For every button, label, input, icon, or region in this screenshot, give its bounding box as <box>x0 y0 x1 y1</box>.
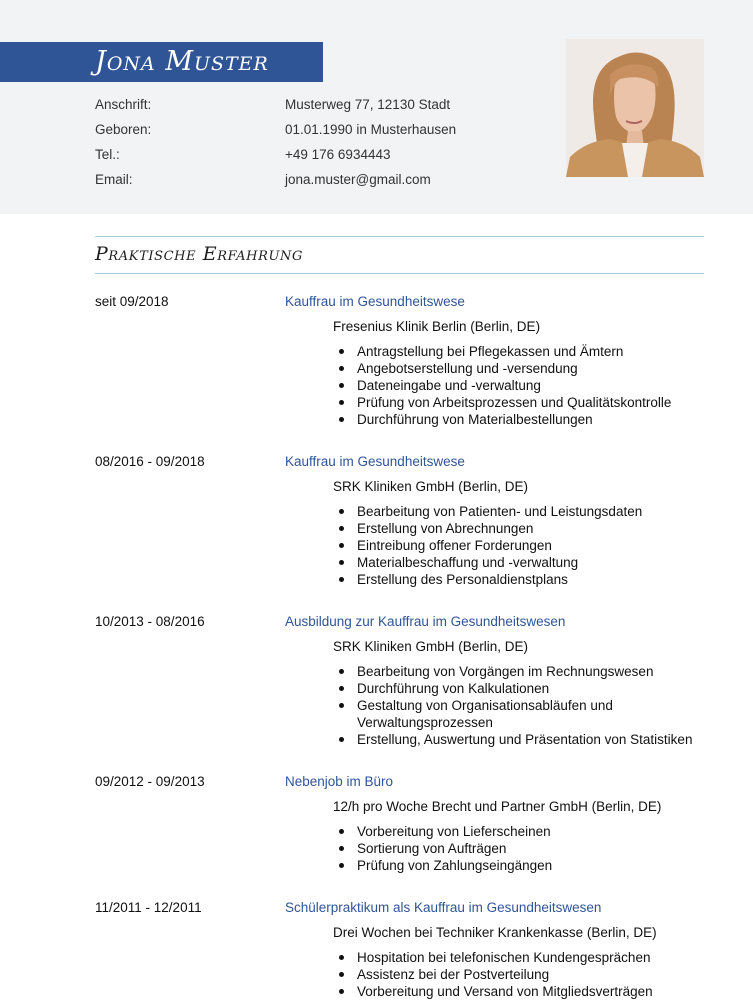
entry-organization: Drei Wochen bei Techniker Krankenkasse (Berlin, DE) <box>333 925 657 940</box>
entry-organization: SRK Kliniken GmbH (Berlin, DE) <box>333 479 529 494</box>
task-item: Bearbeitung von Patienten- und Leistungsdaten <box>333 503 713 520</box>
task-item: Materialbeschaffung und -verwaltung <box>333 554 713 571</box>
experience-entry <box>95 614 704 754</box>
task-item: Erstellung, Auswertung und Präsentation von Statistiken <box>333 731 693 748</box>
contact-row-birth <box>95 122 555 142</box>
task-item: Antragstellung bei Pflegekassen und Ämtern <box>333 343 713 360</box>
task-item: Vorbereitung und Versand von Mitgliedsverträgen <box>333 983 713 1000</box>
portrait-image <box>566 39 704 177</box>
section-title: Praktische Erfahrung <box>95 243 303 265</box>
entry-role: Schülerpraktikum als Kauffrau im Gesundheitswesen <box>285 900 602 915</box>
task-item: Angebotserstellung und -versendung <box>333 360 713 377</box>
task-list <box>333 343 713 428</box>
task-item: Assistenz bei der Postverteilung <box>333 966 713 983</box>
task-item: Durchführung von Kalkulationen <box>333 680 693 697</box>
entry-role: Nebenjob im Büro <box>285 774 394 789</box>
contact-row-email <box>95 172 555 192</box>
section-rule-top <box>95 236 704 237</box>
section-rule-bottom <box>95 273 704 274</box>
birth-value: 01.01.1990 in Musterhausen <box>285 122 457 137</box>
person-name: Jona Muster <box>95 46 269 77</box>
address-value: Musterweg 77, 12130 Stadt <box>285 97 451 112</box>
entry-date: seit 09/2018 <box>95 294 169 309</box>
task-item: Erstellung des Personaldienstplans <box>333 571 713 588</box>
contact-row-address <box>95 97 555 117</box>
task-item: Dateneingabe und -verwaltung <box>333 377 713 394</box>
entry-organization: 12/h pro Woche Brecht und Partner GmbH (Berlin, DE) <box>333 799 662 814</box>
email-value: jona.muster@gmail.com <box>285 172 431 187</box>
task-item: Prüfung von Arbeitsprozessen und Qualitätskontrolle <box>333 394 713 411</box>
task-item: Hospitation bei telefonischen Kundengesprächen <box>333 949 713 966</box>
birth-label: Geboren: <box>95 122 152 137</box>
phone-value: +49 176 6934443 <box>285 147 391 162</box>
task-list <box>333 663 693 748</box>
experience-entry <box>95 774 704 884</box>
task-item: Vorbereitung von Lieferscheinen <box>333 823 713 840</box>
entry-date: 10/2013 - 08/2016 <box>95 614 205 629</box>
entry-date: 08/2016 - 09/2018 <box>95 454 205 469</box>
entry-date: 11/2011 - 12/2011 <box>95 900 202 915</box>
entry-date: 09/2012 - 09/2013 <box>95 774 205 789</box>
phone-label: Tel.: <box>95 147 120 162</box>
task-item: Prüfung von Zahlungseingängen <box>333 857 713 874</box>
entry-role: Kauffrau im Gesundheitswese <box>285 454 465 469</box>
task-list <box>333 949 713 1000</box>
entry-role: Ausbildung zur Kauffrau im Gesundheitswesen <box>285 614 566 629</box>
email-label: Email: <box>95 172 133 187</box>
task-item: Gestaltung von Organisationsabläufen und Verwaltungsprozessen <box>333 697 693 731</box>
entry-organization: SRK Kliniken GmbH (Berlin, DE) <box>333 639 529 654</box>
task-item: Eintreibung offener Forderungen <box>333 537 713 554</box>
task-list <box>333 503 713 588</box>
task-item: Sortierung von Aufträgen <box>333 840 713 857</box>
task-list <box>333 823 713 874</box>
task-item: Durchführung von Materialbestellungen <box>333 411 713 428</box>
address-label: Anschrift: <box>95 97 152 112</box>
contact-row-phone <box>95 147 555 167</box>
task-item: Bearbeitung von Vorgängen im Rechnungswesen <box>333 663 693 680</box>
task-item: Erstellung von Abrechnungen <box>333 520 713 537</box>
entry-organization: Fresenius Klinik Berlin (Berlin, DE) <box>333 319 541 334</box>
entry-role: Kauffrau im Gesundheitswese <box>285 294 465 309</box>
experience-entry <box>95 900 704 1003</box>
experience-entry <box>95 294 704 434</box>
experience-entry <box>95 454 704 594</box>
profile-photo <box>566 39 704 177</box>
